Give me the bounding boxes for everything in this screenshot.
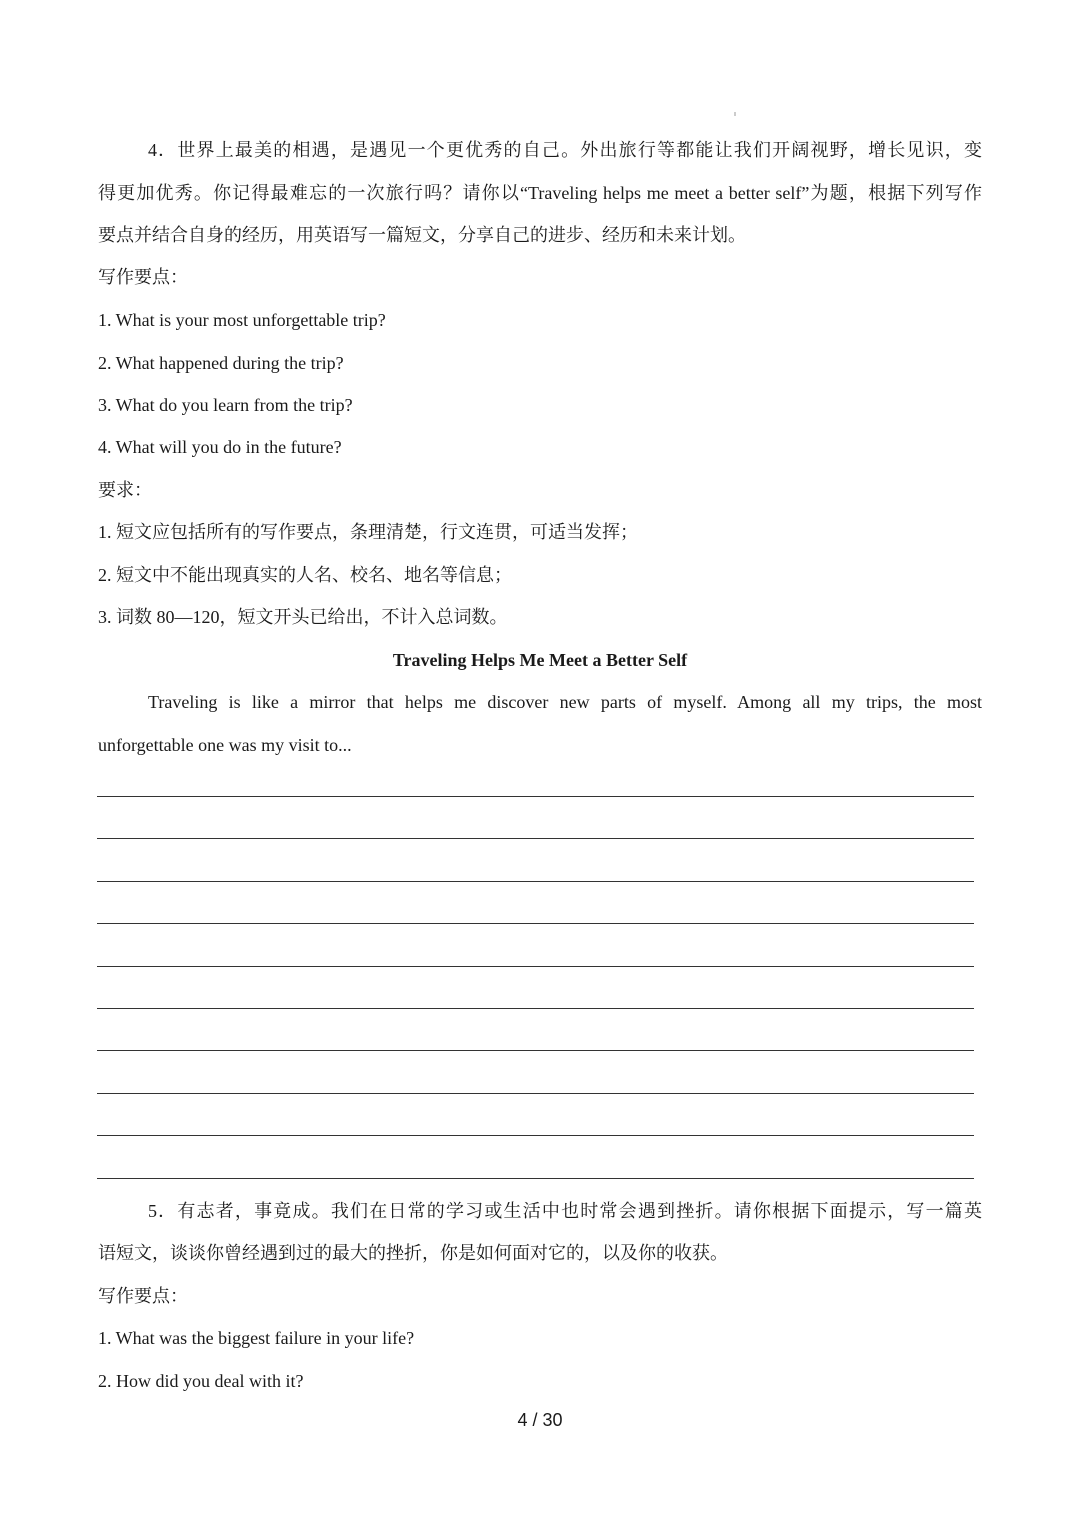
q5-points-label: 写作要点：: [98, 1286, 188, 1306]
writing-line[interactable]: [97, 1178, 974, 1179]
scan-mark: [734, 112, 736, 116]
q4-point: 4. What will you do in the future?: [98, 437, 342, 457]
page-number: 4 / 30: [517, 1410, 563, 1430]
q4-intro-line-2: 得更加优秀。你记得最难忘的一次旅行吗？请你以“Traveling helps me meet a better self”为题，根据下列写作: [98, 183, 982, 203]
q4-intro-line-3: 要点并结合自身的经历，用英语写一篇短文，分享自己的进步、经历和未来计划。: [98, 225, 746, 245]
writing-line[interactable]: [97, 923, 974, 924]
q5-point: 2. How did you deal with it?: [98, 1371, 304, 1391]
q4-requirement: 1. 短文应包括所有的写作要点，条理清楚，行文连贯，可适当发挥；: [98, 522, 638, 542]
writing-line[interactable]: [97, 796, 974, 797]
writing-line[interactable]: [97, 838, 974, 839]
q4-requirements-label: 要求：: [98, 480, 152, 500]
q5-intro-line-1: 5．有志者，事竟成。我们在日常的学习或生活中也时常会遇到挫折。请你根据下面提示，写一篇英: [148, 1201, 982, 1221]
q4-requirement: 2. 短文中不能出现真实的人名、校名、地名等信息；: [98, 565, 512, 585]
q4-requirement: 3. 词数 80—120，短文开头已给出，不计入总词数。: [98, 607, 508, 627]
essay-opening-line-2: unforgettable one was my visit to...: [98, 735, 352, 755]
q5-point: 1. What was the biggest failure in your life?: [98, 1328, 415, 1348]
writing-line[interactable]: [97, 966, 974, 967]
q4-points-label: 写作要点：: [98, 267, 188, 287]
essay-opening-line-1: Traveling is like a mirror that helps me discover new parts of myself. Among all my trips, the most: [148, 692, 982, 712]
writing-line[interactable]: [97, 1093, 974, 1094]
essay-title: Traveling Helps Me Meet a Better Self: [392, 650, 688, 670]
q4-point: 2. What happened during the trip?: [98, 353, 344, 373]
q5-intro-line-2: 语短文，谈谈你曾经遇到过的最大的挫折，你是如何面对它的，以及你的收获。: [98, 1243, 728, 1263]
writing-line[interactable]: [97, 881, 974, 882]
writing-line[interactable]: [97, 1008, 974, 1009]
q4-point: 3. What do you learn from the trip?: [98, 395, 353, 415]
writing-line[interactable]: [97, 1050, 974, 1051]
q4-point: 1. What is your most unforgettable trip?: [98, 310, 386, 330]
q4-intro-line-1: 4．世界上最美的相遇，是遇见一个更优秀的自己。外出旅行等都能让我们开阔视野，增长见识，变: [148, 140, 982, 160]
writing-line[interactable]: [97, 1135, 974, 1136]
